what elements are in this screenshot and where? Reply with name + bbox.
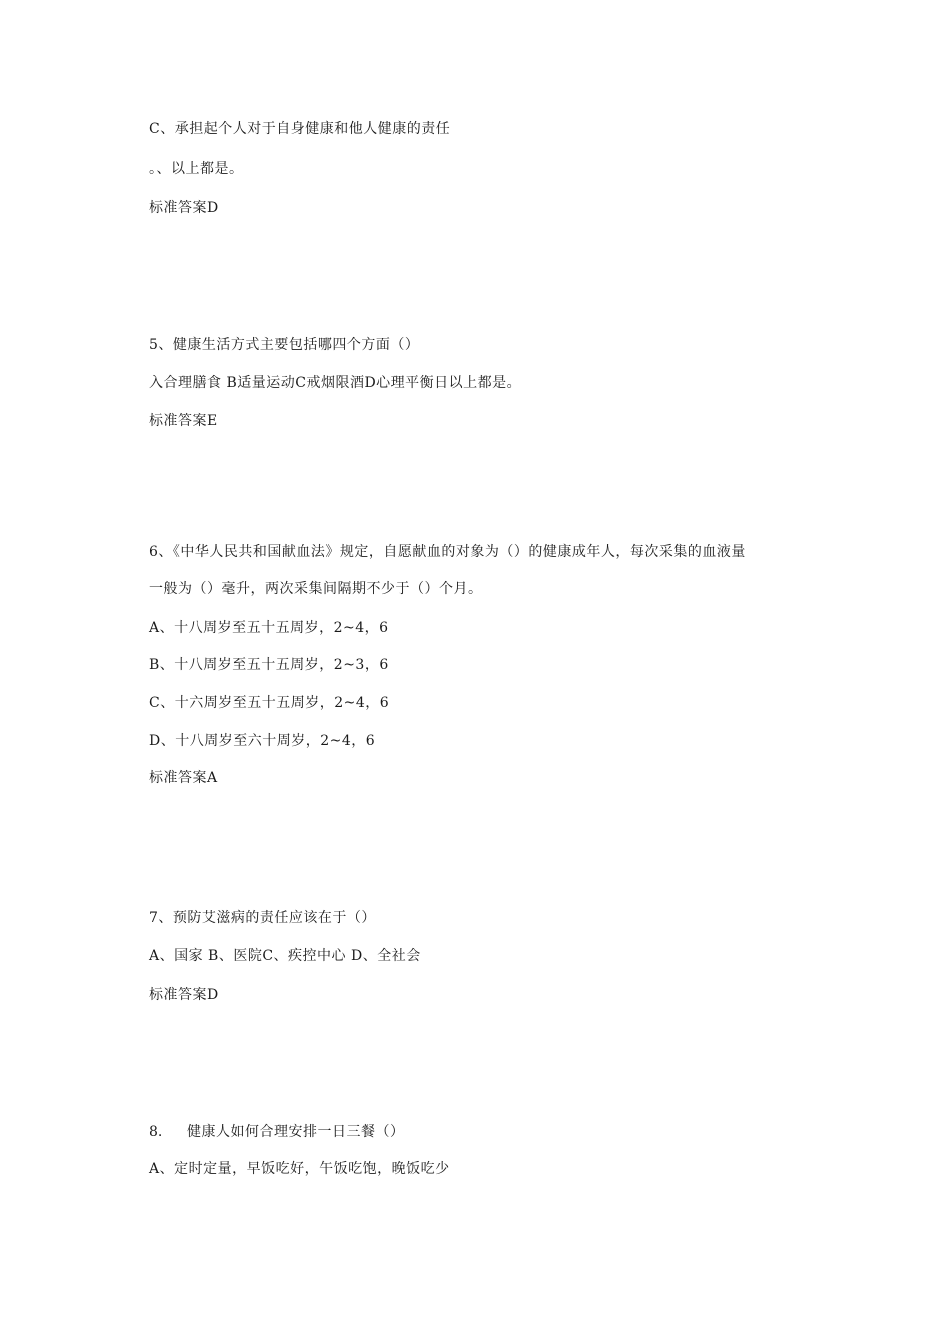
q4-option-d: 。、以上都是。	[149, 161, 244, 177]
q5-question: 5、健康生活方式主要包括哪四个方面（）	[149, 337, 420, 353]
q7-options: A、国家 B、医院C、疾控中心 D、全社会	[149, 948, 421, 964]
q8-question: 健康人如何合理安排一日三餐（）	[187, 1124, 405, 1140]
q6-question-line1: 6、《中华人民共和国献血法》规定，自愿献血的对象为（）的健康成年人，每次采集的血液量	[149, 544, 746, 560]
q7-answer: 标准答案D	[149, 987, 219, 1003]
q4-answer: 标准答案D	[149, 200, 219, 216]
q6-option-d: D、十八周岁至六十周岁，2~4，6	[149, 733, 376, 749]
q6-option-a: A、十八周岁至五十五周岁，2~4，6	[149, 620, 389, 636]
q6-answer: 标准答案A	[149, 770, 218, 786]
q6-option-c: C、十六周岁至五十五周岁，2~4，6	[149, 695, 390, 711]
q8-option-a: A、定时定量，早饭吃好，午饭吃饱，晚饭吃少	[149, 1161, 450, 1177]
q6-option-b: B、十八周岁至五十五周岁，2~3，6	[149, 657, 389, 673]
q5-options: 入合理膳食 B适量运动C戒烟限酒D心理平衡日以上都是。	[149, 375, 522, 391]
q4-option-c: C、承担起个人对于自身健康和他人健康的责任	[149, 121, 451, 137]
q5-answer: 标准答案E	[149, 413, 218, 429]
q7-question: 7、预防艾滋病的责任应该在于（）	[149, 910, 376, 926]
q8-number: 8.	[149, 1124, 163, 1140]
q6-question-line2: 一般为（）毫升，两次采集间隔期不少于（）个月。	[149, 581, 483, 597]
